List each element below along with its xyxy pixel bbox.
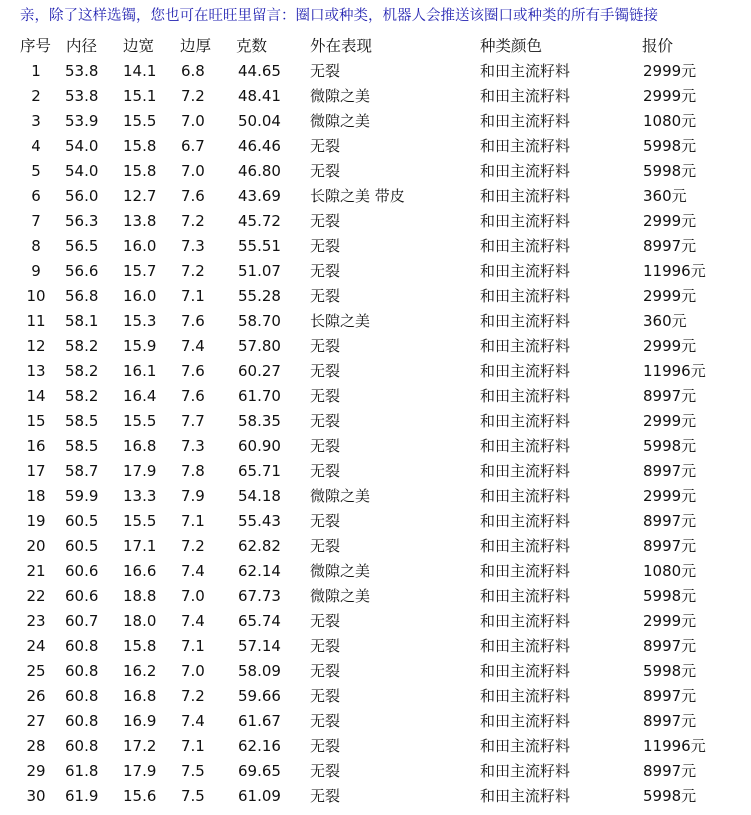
cell-width: 13.8 xyxy=(123,212,157,230)
cell-width: 15.7 xyxy=(123,262,157,280)
cell-appearance: 无裂 xyxy=(310,687,341,705)
cell-appearance: 无裂 xyxy=(310,212,341,230)
cell-type-color: 和田主流籽料 xyxy=(480,262,571,280)
cell-appearance: 无裂 xyxy=(310,287,341,305)
cell-type-color: 和田主流籽料 xyxy=(480,537,571,555)
cell-seq: 28 xyxy=(26,737,46,755)
cell-seq: 21 xyxy=(26,562,46,580)
cell-appearance: 无裂 xyxy=(310,437,341,455)
cell-inner-diameter: 60.7 xyxy=(65,612,99,630)
table-row xyxy=(0,109,751,134)
cell-appearance: 无裂 xyxy=(310,137,341,155)
cell-thickness: 7.0 xyxy=(181,162,205,180)
cell-seq: 5 xyxy=(31,162,41,180)
table-row xyxy=(0,609,751,634)
cell-price: 1080元 xyxy=(643,562,697,580)
cell-thickness: 7.1 xyxy=(181,737,205,755)
cell-seq: 16 xyxy=(26,437,46,455)
cell-weight: 58.35 xyxy=(238,412,281,430)
cell-thickness: 7.2 xyxy=(181,212,205,230)
cell-type-color: 和田主流籽料 xyxy=(480,512,571,530)
cell-seq: 1 xyxy=(31,62,41,80)
cell-appearance: 无裂 xyxy=(310,412,341,430)
cell-type-color: 和田主流籽料 xyxy=(480,187,571,205)
cell-price: 5998元 xyxy=(643,587,697,605)
cell-width: 16.6 xyxy=(123,562,157,580)
cell-weight: 51.07 xyxy=(238,262,281,280)
cell-inner-diameter: 60.8 xyxy=(65,637,99,655)
cell-inner-diameter: 60.8 xyxy=(65,737,99,755)
cell-appearance: 无裂 xyxy=(310,737,341,755)
cell-weight: 61.67 xyxy=(238,712,281,730)
cell-seq: 23 xyxy=(26,612,46,630)
cell-width: 16.9 xyxy=(123,712,157,730)
cell-width: 15.5 xyxy=(123,412,157,430)
cell-thickness: 7.1 xyxy=(181,637,205,655)
cell-weight: 61.70 xyxy=(238,387,281,405)
cell-weight: 55.51 xyxy=(238,237,281,255)
cell-inner-diameter: 58.2 xyxy=(65,362,99,380)
cell-width: 15.8 xyxy=(123,137,157,155)
cell-width: 15.3 xyxy=(123,312,157,330)
cell-seq: 3 xyxy=(31,112,41,130)
table-row xyxy=(0,659,751,684)
cell-width: 15.6 xyxy=(123,787,157,805)
cell-inner-diameter: 58.5 xyxy=(65,437,99,455)
cell-inner-diameter: 53.8 xyxy=(65,87,99,105)
cell-appearance: 长隙之美 带皮 xyxy=(310,187,405,205)
cell-appearance: 无裂 xyxy=(310,62,341,80)
table-row xyxy=(0,759,751,784)
cell-type-color: 和田主流籽料 xyxy=(480,412,571,430)
cell-type-color: 和田主流籽料 xyxy=(480,237,571,255)
cell-thickness: 7.4 xyxy=(181,712,205,730)
cell-inner-diameter: 58.2 xyxy=(65,387,99,405)
cell-thickness: 7.2 xyxy=(181,262,205,280)
cell-type-color: 和田主流籽料 xyxy=(480,162,571,180)
cell-price: 2999元 xyxy=(643,612,697,630)
cell-thickness: 7.6 xyxy=(181,362,205,380)
cell-width: 12.7 xyxy=(123,187,157,205)
cell-type-color: 和田主流籽料 xyxy=(480,112,571,130)
cell-inner-diameter: 60.5 xyxy=(65,537,99,555)
cell-inner-diameter: 56.0 xyxy=(65,187,99,205)
cell-price: 8997元 xyxy=(643,512,697,530)
cell-width: 14.1 xyxy=(123,62,157,80)
cell-width: 16.0 xyxy=(123,237,157,255)
cell-seq: 8 xyxy=(31,237,41,255)
cell-seq: 18 xyxy=(26,487,46,505)
cell-width: 17.9 xyxy=(123,762,157,780)
cell-inner-diameter: 53.9 xyxy=(65,112,99,130)
cell-type-color: 和田主流籽料 xyxy=(480,587,571,605)
cell-price: 2999元 xyxy=(643,412,697,430)
table-row xyxy=(0,309,751,334)
cell-width: 13.3 xyxy=(123,487,157,505)
notice-text: 亲，除了这样选镯，您也可在旺旺里留言：圈口或种类，机器人会推送该圈口或种类的所有手镯链接 xyxy=(20,8,658,24)
cell-width: 15.8 xyxy=(123,162,157,180)
cell-seq: 10 xyxy=(26,287,46,305)
cell-price: 2999元 xyxy=(643,337,697,355)
cell-width: 15.9 xyxy=(123,337,157,355)
cell-type-color: 和田主流籽料 xyxy=(480,737,571,755)
cell-seq: 12 xyxy=(26,337,46,355)
table-row xyxy=(0,59,751,84)
cell-seq: 15 xyxy=(26,412,46,430)
cell-inner-diameter: 60.8 xyxy=(65,662,99,680)
cell-weight: 62.16 xyxy=(238,737,281,755)
cell-type-color: 和田主流籽料 xyxy=(480,612,571,630)
cell-thickness: 7.3 xyxy=(181,437,205,455)
cell-appearance: 微隙之美 xyxy=(310,87,371,105)
cell-weight: 44.65 xyxy=(238,62,281,80)
cell-type-color: 和田主流籽料 xyxy=(480,712,571,730)
cell-type-color: 和田主流籽料 xyxy=(480,387,571,405)
cell-inner-diameter: 61.8 xyxy=(65,762,99,780)
cell-price: 8997元 xyxy=(643,712,697,730)
cell-inner-diameter: 56.5 xyxy=(65,237,99,255)
cell-width: 18.8 xyxy=(123,587,157,605)
cell-weight: 65.74 xyxy=(238,612,281,630)
cell-seq: 13 xyxy=(26,362,46,380)
cell-weight: 62.14 xyxy=(238,562,281,580)
cell-type-color: 和田主流籽料 xyxy=(480,687,571,705)
cell-appearance: 无裂 xyxy=(310,612,341,630)
cell-weight: 45.72 xyxy=(238,212,281,230)
cell-inner-diameter: 59.9 xyxy=(65,487,99,505)
cell-price: 5998元 xyxy=(643,662,697,680)
cell-width: 15.5 xyxy=(123,112,157,130)
table-row xyxy=(0,209,751,234)
cell-price: 5998元 xyxy=(643,162,697,180)
header-price: 报价 xyxy=(642,37,674,55)
cell-type-color: 和田主流籽料 xyxy=(480,637,571,655)
cell-inner-diameter: 58.7 xyxy=(65,462,99,480)
cell-price: 2999元 xyxy=(643,87,697,105)
cell-price: 5998元 xyxy=(643,437,697,455)
cell-appearance: 无裂 xyxy=(310,162,341,180)
cell-thickness: 7.1 xyxy=(181,512,205,530)
cell-appearance: 无裂 xyxy=(310,762,341,780)
cell-thickness: 7.0 xyxy=(181,662,205,680)
cell-thickness: 7.4 xyxy=(181,337,205,355)
cell-width: 17.9 xyxy=(123,462,157,480)
cell-price: 11996元 xyxy=(643,362,706,380)
cell-thickness: 7.5 xyxy=(181,787,205,805)
cell-appearance: 无裂 xyxy=(310,387,341,405)
cell-type-color: 和田主流籽料 xyxy=(480,312,571,330)
cell-width: 16.2 xyxy=(123,662,157,680)
header-type-color: 种类颜色 xyxy=(480,37,543,55)
cell-width: 15.8 xyxy=(123,637,157,655)
cell-thickness: 7.6 xyxy=(181,187,205,205)
cell-weight: 61.09 xyxy=(238,787,281,805)
header-seq: 序号 xyxy=(20,37,52,55)
cell-type-color: 和田主流籽料 xyxy=(480,362,571,380)
table-row xyxy=(0,534,751,559)
cell-inner-diameter: 60.8 xyxy=(65,712,99,730)
header-width: 边宽 xyxy=(123,37,155,55)
table-row xyxy=(0,734,751,759)
cell-seq: 26 xyxy=(26,687,46,705)
cell-type-color: 和田主流籽料 xyxy=(480,212,571,230)
cell-width: 18.0 xyxy=(123,612,157,630)
cell-thickness: 7.1 xyxy=(181,287,205,305)
cell-width: 16.8 xyxy=(123,687,157,705)
cell-weight: 48.41 xyxy=(238,87,281,105)
cell-inner-diameter: 56.8 xyxy=(65,287,99,305)
cell-width: 16.1 xyxy=(123,362,157,380)
table-row xyxy=(0,159,751,184)
cell-appearance: 微隙之美 xyxy=(310,112,371,130)
cell-appearance: 无裂 xyxy=(310,537,341,555)
cell-price: 2999元 xyxy=(643,212,697,230)
cell-seq: 27 xyxy=(26,712,46,730)
table-row xyxy=(0,84,751,109)
table-row xyxy=(0,384,751,409)
cell-width: 17.1 xyxy=(123,537,157,555)
table-header xyxy=(0,34,751,59)
table-row xyxy=(0,284,751,309)
cell-inner-diameter: 56.3 xyxy=(65,212,99,230)
cell-price: 8997元 xyxy=(643,387,697,405)
table-row xyxy=(0,784,751,809)
table-row xyxy=(0,334,751,359)
cell-price: 8997元 xyxy=(643,687,697,705)
cell-type-color: 和田主流籽料 xyxy=(480,462,571,480)
cell-type-color: 和田主流籽料 xyxy=(480,662,571,680)
cell-seq: 25 xyxy=(26,662,46,680)
cell-seq: 4 xyxy=(31,137,41,155)
table-row xyxy=(0,509,751,534)
cell-width: 16.0 xyxy=(123,287,157,305)
cell-seq: 9 xyxy=(31,262,41,280)
cell-price: 2999元 xyxy=(643,62,697,80)
cell-seq: 19 xyxy=(26,512,46,530)
cell-weight: 43.69 xyxy=(238,187,281,205)
cell-seq: 29 xyxy=(26,762,46,780)
cell-thickness: 6.7 xyxy=(181,137,205,155)
table-row xyxy=(0,234,751,259)
cell-weight: 69.65 xyxy=(238,762,281,780)
table-row xyxy=(0,259,751,284)
cell-width: 16.8 xyxy=(123,437,157,455)
cell-type-color: 和田主流籽料 xyxy=(480,62,571,80)
cell-width: 16.4 xyxy=(123,387,157,405)
header-thickness: 边厚 xyxy=(180,37,212,55)
cell-price: 8997元 xyxy=(643,637,697,655)
cell-thickness: 7.8 xyxy=(181,462,205,480)
cell-price: 8997元 xyxy=(643,237,697,255)
cell-thickness: 7.2 xyxy=(181,537,205,555)
table-row xyxy=(0,134,751,159)
table-row xyxy=(0,459,751,484)
table-row xyxy=(0,184,751,209)
cell-seq: 30 xyxy=(26,787,46,805)
header-weight: 克数 xyxy=(236,37,268,55)
cell-price: 1080元 xyxy=(643,112,697,130)
cell-thickness: 7.7 xyxy=(181,412,205,430)
cell-weight: 62.82 xyxy=(238,537,281,555)
cell-width: 15.1 xyxy=(123,87,157,105)
cell-thickness: 7.4 xyxy=(181,562,205,580)
cell-weight: 60.27 xyxy=(238,362,281,380)
cell-seq: 11 xyxy=(26,312,46,330)
cell-appearance: 无裂 xyxy=(310,787,341,805)
cell-appearance: 无裂 xyxy=(310,262,341,280)
header-inner-diameter: 内径 xyxy=(66,37,98,55)
cell-thickness: 7.2 xyxy=(181,687,205,705)
cell-weight: 55.43 xyxy=(238,512,281,530)
cell-type-color: 和田主流籽料 xyxy=(480,562,571,580)
cell-thickness: 7.0 xyxy=(181,112,205,130)
cell-weight: 46.80 xyxy=(238,162,281,180)
cell-inner-diameter: 58.2 xyxy=(65,337,99,355)
table-row xyxy=(0,409,751,434)
cell-thickness: 7.0 xyxy=(181,587,205,605)
table-row xyxy=(0,484,751,509)
cell-inner-diameter: 60.5 xyxy=(65,512,99,530)
cell-inner-diameter: 54.0 xyxy=(65,137,99,155)
cell-appearance: 无裂 xyxy=(310,662,341,680)
cell-thickness: 7.5 xyxy=(181,762,205,780)
cell-appearance: 长隙之美 xyxy=(310,312,371,330)
cell-seq: 6 xyxy=(31,187,41,205)
cell-price: 2999元 xyxy=(643,487,697,505)
cell-type-color: 和田主流籽料 xyxy=(480,287,571,305)
cell-seq: 24 xyxy=(26,637,46,655)
header-appearance: 外在表现 xyxy=(310,37,373,55)
cell-inner-diameter: 53.8 xyxy=(65,62,99,80)
cell-seq: 17 xyxy=(26,462,46,480)
cell-inner-diameter: 60.6 xyxy=(65,587,99,605)
cell-inner-diameter: 60.6 xyxy=(65,562,99,580)
cell-seq: 2 xyxy=(31,87,41,105)
cell-price: 5998元 xyxy=(643,787,697,805)
cell-type-color: 和田主流籽料 xyxy=(480,787,571,805)
cell-appearance: 无裂 xyxy=(310,462,341,480)
cell-weight: 50.04 xyxy=(238,112,281,130)
cell-type-color: 和田主流籽料 xyxy=(480,487,571,505)
cell-price: 8997元 xyxy=(643,762,697,780)
cell-appearance: 微隙之美 xyxy=(310,562,371,580)
cell-thickness: 7.2 xyxy=(181,87,205,105)
table-row xyxy=(0,684,751,709)
cell-price: 11996元 xyxy=(643,262,706,280)
cell-appearance: 无裂 xyxy=(310,637,341,655)
cell-price: 8997元 xyxy=(643,537,697,555)
cell-price: 2999元 xyxy=(643,287,697,305)
cell-weight: 67.73 xyxy=(238,587,281,605)
cell-inner-diameter: 58.5 xyxy=(65,412,99,430)
cell-appearance: 无裂 xyxy=(310,512,341,530)
table-row xyxy=(0,709,751,734)
cell-price: 360元 xyxy=(643,187,687,205)
cell-price: 11996元 xyxy=(643,737,706,755)
cell-weight: 57.80 xyxy=(238,337,281,355)
cell-appearance: 无裂 xyxy=(310,712,341,730)
table-row xyxy=(0,359,751,384)
cell-inner-diameter: 56.6 xyxy=(65,262,99,280)
cell-inner-diameter: 58.1 xyxy=(65,312,99,330)
cell-inner-diameter: 54.0 xyxy=(65,162,99,180)
table-row xyxy=(0,634,751,659)
cell-thickness: 7.4 xyxy=(181,612,205,630)
cell-seq: 7 xyxy=(31,212,41,230)
cell-thickness: 7.6 xyxy=(181,387,205,405)
cell-type-color: 和田主流籽料 xyxy=(480,137,571,155)
cell-width: 17.2 xyxy=(123,737,157,755)
cell-price: 5998元 xyxy=(643,137,697,155)
cell-price: 8997元 xyxy=(643,462,697,480)
cell-appearance: 无裂 xyxy=(310,237,341,255)
cell-type-color: 和田主流籽料 xyxy=(480,337,571,355)
cell-weight: 59.66 xyxy=(238,687,281,705)
cell-thickness: 7.3 xyxy=(181,237,205,255)
cell-appearance: 微隙之美 xyxy=(310,487,371,505)
table-row xyxy=(0,559,751,584)
cell-thickness: 6.8 xyxy=(181,62,205,80)
cell-inner-diameter: 61.9 xyxy=(65,787,99,805)
cell-weight: 57.14 xyxy=(238,637,281,655)
table-row xyxy=(0,434,751,459)
cell-seq: 22 xyxy=(26,587,46,605)
cell-weight: 65.71 xyxy=(238,462,281,480)
cell-type-color: 和田主流籽料 xyxy=(480,437,571,455)
cell-width: 15.5 xyxy=(123,512,157,530)
cell-price: 360元 xyxy=(643,312,687,330)
table-row xyxy=(0,584,751,609)
cell-weight: 54.18 xyxy=(238,487,281,505)
cell-weight: 46.46 xyxy=(238,137,281,155)
cell-thickness: 7.6 xyxy=(181,312,205,330)
cell-appearance: 微隙之美 xyxy=(310,587,371,605)
cell-type-color: 和田主流籽料 xyxy=(480,762,571,780)
cell-seq: 14 xyxy=(26,387,46,405)
cell-appearance: 无裂 xyxy=(310,362,341,380)
cell-type-color: 和田主流籽料 xyxy=(480,87,571,105)
cell-weight: 58.09 xyxy=(238,662,281,680)
cell-weight: 55.28 xyxy=(238,287,281,305)
cell-weight: 58.70 xyxy=(238,312,281,330)
cell-seq: 20 xyxy=(26,537,46,555)
cell-thickness: 7.9 xyxy=(181,487,205,505)
cell-weight: 60.90 xyxy=(238,437,281,455)
cell-appearance: 无裂 xyxy=(310,337,341,355)
cell-inner-diameter: 60.8 xyxy=(65,687,99,705)
